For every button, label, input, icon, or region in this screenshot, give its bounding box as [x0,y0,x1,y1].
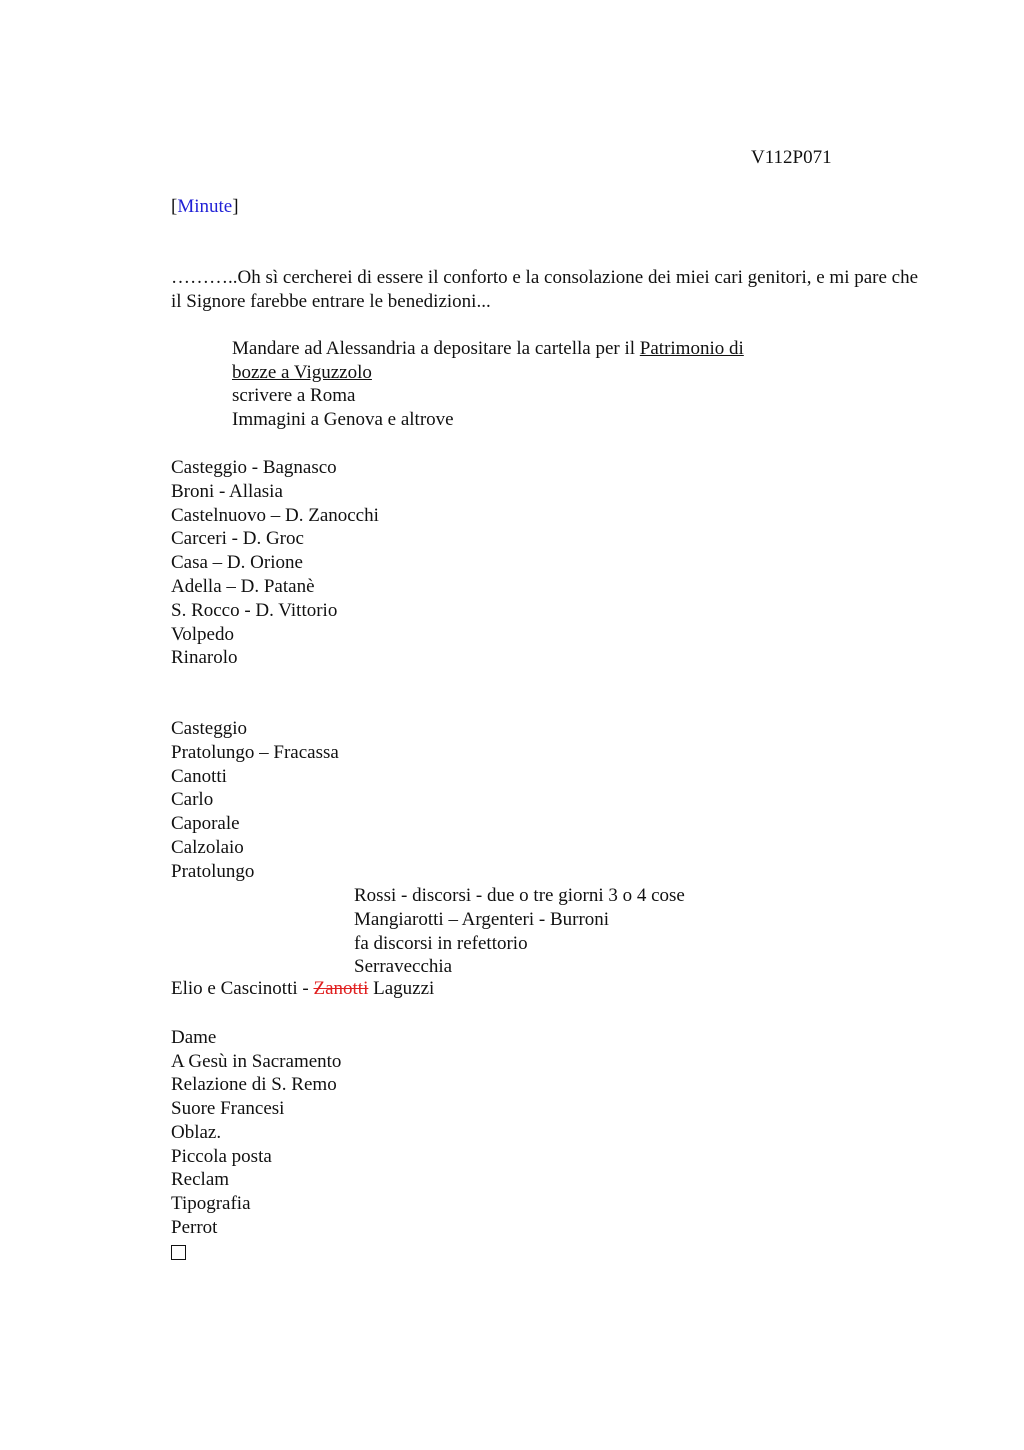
note-line: fa discorsi in refettorio [354,932,528,954]
todo-line-1 [232,337,744,361]
document-id: V112P071 [751,147,832,168]
pratolungo-label: Pratolungo [171,860,255,882]
minute-tag [171,196,239,218]
list-item: Pratolungo – Fracassa [171,741,339,763]
checkbox-icon[interactable] [171,1245,186,1260]
list-item: Reclam [171,1169,230,1191]
list-item: Adella – D. Patanè [171,575,315,597]
list-item: Piccola posta [171,1145,272,1167]
list-item: S. Rocco - D. Vittorio [171,599,338,621]
todo-line-4: Immagini a Genova e altrove [232,409,454,431]
list-item: Carlo [171,789,214,811]
elio-suffix: Laguzzi [368,978,435,999]
places-list-2 [171,717,339,884]
list-item: Casa – D. Orione [171,552,303,574]
topics-list [171,1026,341,1260]
todo-line-2: bozze a Viguzzolo [232,361,372,383]
minute-link[interactable]: Minute [177,196,233,217]
list-item: A Gesù in Sacramento [171,1050,342,1072]
list-item: Calzolaio [171,836,244,858]
list-item: Casteggio [171,718,247,739]
intro-paragraph: ………..Oh sì cercherei di essere il conforto e la consolazione dei miei cari genitori, e mi pare che il Signore farebbe entrare le benedizioni... [171,267,919,312]
list-item: Oblaz. [171,1121,222,1143]
list-item: Relazione di S. Remo [171,1074,337,1096]
todo-line-1-text: Mandare ad Alessandria a depositare la cartella per il [232,338,640,359]
list-item: Canotti [171,765,227,787]
list-item: Rinarolo [171,647,238,669]
list-item: Broni - Allasia [171,480,283,502]
list-item: Volpedo [171,623,234,645]
list-item: Casteggio - Bagnasco [171,457,337,478]
list-item: Carceri - D. Groc [171,528,304,550]
list-item: Perrot [171,1216,218,1238]
list-item: Suore Francesi [171,1098,285,1120]
struck-name: Zanotti [313,978,369,999]
pratolungo-notes [354,884,685,979]
bracket-close: ] [232,196,239,217]
note-line: Mangiarotti – Argenteri - Burroni [354,908,610,930]
todo-block [232,337,744,432]
list-item: Caporale [171,813,240,835]
places-list-1 [171,456,379,670]
list-item: Dame [171,1027,217,1048]
bracket-open: [ [171,196,178,217]
list-item: Castelnuovo – D. Zanocchi [171,504,379,526]
todo-underlined-1: Patrimonio di [639,338,744,359]
elio-line [171,978,434,1000]
todo-line-3: scrivere a Roma [232,385,356,407]
list-item: Tipografia [171,1192,251,1214]
elio-prefix: Elio e Cascinotti - [171,978,314,999]
note-line: Rossi - discorsi - due o tre giorni 3 o 4 cose [354,885,685,906]
note-line: Serravecchia [354,956,453,978]
